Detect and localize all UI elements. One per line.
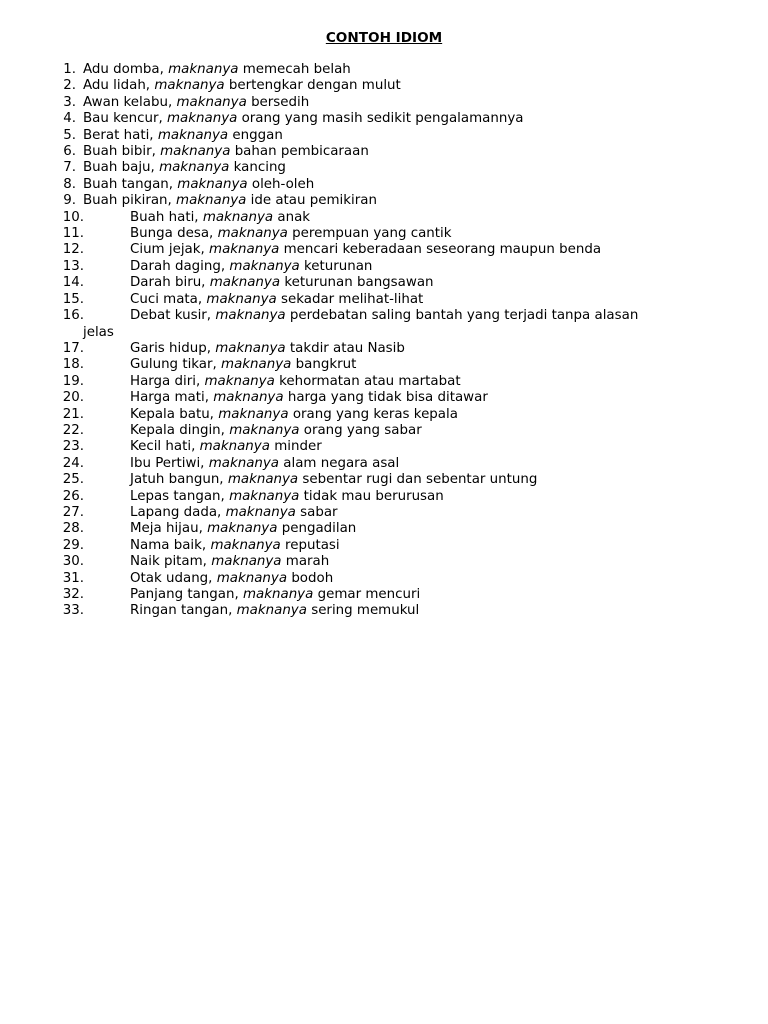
item-number: 11. xyxy=(62,226,84,242)
list-item xyxy=(0,554,768,570)
connector-word: maknanya xyxy=(215,340,286,356)
item-number: 17. xyxy=(62,340,84,356)
item-text xyxy=(83,128,768,144)
list-item xyxy=(0,292,768,308)
connector-word: maknanya xyxy=(208,455,280,471)
connector-word: maknanya xyxy=(168,62,239,77)
list-item xyxy=(0,505,768,521)
list-item xyxy=(0,456,768,472)
idiom-meaning: kancing xyxy=(233,160,286,176)
idiom-term: Berat hati, xyxy=(83,127,154,143)
idiom-term: Bau kencur, xyxy=(83,111,163,127)
connector-word: maknanya xyxy=(207,521,278,537)
item-text xyxy=(130,341,768,357)
list-item xyxy=(0,308,768,341)
list-item xyxy=(0,439,768,455)
connector-word: maknanya xyxy=(176,193,247,209)
item-text xyxy=(83,177,768,193)
idiom-meaning: enggan xyxy=(232,127,283,143)
idiom-list xyxy=(0,62,768,620)
item-number: 21. xyxy=(62,406,84,422)
item-text xyxy=(130,390,768,406)
item-text xyxy=(130,210,768,226)
idiom-meaning: ide atau pemikiran xyxy=(250,193,377,209)
idiom-meaning: orang yang keras kepala xyxy=(292,406,458,422)
item-text xyxy=(83,62,768,78)
idiom-term: Garis hidup, xyxy=(130,340,211,356)
idiom-meaning: sabar xyxy=(300,504,338,520)
list-item xyxy=(0,489,768,505)
item-number: 31. xyxy=(62,570,84,586)
idiom-term: Ibu Pertiwi, xyxy=(130,455,205,471)
idiom-term: Jatuh bangun, xyxy=(130,472,224,488)
item-number: 23. xyxy=(62,439,84,455)
item-text xyxy=(130,472,768,488)
item-number: 20. xyxy=(62,390,84,406)
idiom-meaning: minder xyxy=(274,439,322,455)
connector-word: maknanya xyxy=(176,94,247,110)
item-text xyxy=(130,554,768,570)
list-item xyxy=(0,275,768,291)
connector-word: maknanya xyxy=(216,570,288,586)
idiom-term: Bunga desa, xyxy=(130,226,214,242)
item-number: 9. xyxy=(63,193,76,209)
idiom-meaning: orang yang sabar xyxy=(303,422,422,438)
item-number: 33. xyxy=(62,603,84,619)
item-number: 22. xyxy=(62,422,84,438)
list-item xyxy=(0,144,768,160)
idiom-term: Ringan tangan, xyxy=(130,603,233,619)
item-number: 13. xyxy=(62,258,84,274)
idiom-term: Naik pitam, xyxy=(130,554,207,570)
item-text xyxy=(130,505,768,521)
idiom-meaning: perempuan yang cantik xyxy=(292,226,452,242)
connector-word: maknanya xyxy=(160,144,231,160)
list-item xyxy=(0,603,768,619)
list-item xyxy=(0,95,768,111)
connector-word: maknanya xyxy=(213,390,284,406)
list-item xyxy=(0,193,768,209)
item-text xyxy=(130,521,768,537)
item-text xyxy=(130,407,768,423)
idiom-term: Darah biru, xyxy=(130,275,206,291)
item-number: 12. xyxy=(62,242,84,258)
idiom-meaning: bodoh xyxy=(291,570,334,586)
list-item xyxy=(0,407,768,423)
idiom-term: Lapang dada, xyxy=(130,504,222,520)
idiom-term: Buah bibir, xyxy=(83,144,156,160)
idiom-meaning: orang yang masih sedikit pengalamannya xyxy=(241,111,524,127)
idiom-meaning: memecah belah xyxy=(242,62,351,77)
idiom-meaning: sebentar rugi dan sebentar untung xyxy=(302,472,538,488)
idiom-term: Harga mati, xyxy=(130,390,209,406)
connector-word: maknanya xyxy=(221,357,292,373)
idiom-term: Cium jejak, xyxy=(130,242,205,258)
list-item xyxy=(0,210,768,226)
connector-word: maknanya xyxy=(154,78,225,94)
idiom-term: Kecil hati, xyxy=(130,439,196,455)
item-text xyxy=(130,456,768,472)
list-item xyxy=(0,78,768,94)
idiom-meaning: bersedih xyxy=(251,94,310,110)
item-number: 29. xyxy=(62,537,84,553)
idiom-term: Awan kelabu, xyxy=(83,94,173,110)
connector-word: maknanya xyxy=(157,127,229,143)
connector-word: maknanya xyxy=(210,537,281,553)
item-number: 7. xyxy=(63,160,76,176)
list-item xyxy=(0,341,768,357)
connector-word: maknanya xyxy=(218,406,289,422)
idiom-term: Lepas tangan, xyxy=(130,488,225,504)
list-item xyxy=(0,226,768,242)
idiom-term: Kepala batu, xyxy=(130,406,214,422)
idiom-meaning: takdir atau Nasib xyxy=(289,340,405,356)
item-text xyxy=(130,308,720,324)
document-title: CONTOH IDIOM xyxy=(325,30,443,46)
item-number: 15. xyxy=(62,291,84,307)
idiom-term: Darah daging, xyxy=(130,258,226,274)
connector-word: maknanya xyxy=(227,472,299,488)
list-item xyxy=(0,390,768,406)
item-number: 10. xyxy=(62,209,84,225)
idiom-meaning: alam negara asal xyxy=(283,455,400,471)
idiom-meaning: bahan pembicaraan xyxy=(234,144,369,160)
item-number: 30. xyxy=(62,554,84,570)
list-item xyxy=(0,357,768,373)
idiom-meaning-continuation: jelas xyxy=(83,324,114,340)
idiom-meaning: reputasi xyxy=(285,537,340,553)
list-item xyxy=(0,423,768,439)
item-text xyxy=(130,292,768,308)
item-text xyxy=(83,160,768,176)
list-item xyxy=(0,62,768,78)
item-text xyxy=(83,111,768,127)
idiom-term: Buah tangan, xyxy=(83,176,174,192)
connector-word: maknanya xyxy=(215,308,286,324)
idiom-meaning: bertengkar dengan mulut xyxy=(228,78,401,94)
item-number: 32. xyxy=(62,587,84,602)
item-number: 27. xyxy=(62,504,84,520)
item-number: 26. xyxy=(62,488,84,504)
item-text xyxy=(130,374,768,390)
list-item xyxy=(0,587,768,603)
item-text xyxy=(130,242,768,258)
idiom-term: Buah pikiran, xyxy=(83,193,172,209)
item-text xyxy=(130,439,768,455)
item-text xyxy=(130,226,768,242)
item-number: 2. xyxy=(63,78,76,94)
list-item xyxy=(0,259,768,275)
connector-word: maknanya xyxy=(229,258,300,274)
idiom-meaning: pengadilan xyxy=(281,521,357,537)
item-text xyxy=(130,275,768,291)
connector-word: maknanya xyxy=(206,291,277,307)
item-number: 1. xyxy=(63,62,76,77)
item-text xyxy=(130,489,768,505)
item-number: 25. xyxy=(62,472,84,488)
idiom-meaning: keturunan xyxy=(304,258,373,274)
connector-word: maknanya xyxy=(229,488,300,504)
idiom-meaning: marah xyxy=(285,554,330,570)
connector-word: maknanya xyxy=(202,209,274,225)
list-item xyxy=(0,177,768,193)
item-text xyxy=(130,587,768,603)
item-text xyxy=(83,193,768,209)
list-item xyxy=(0,374,768,390)
list-item xyxy=(0,538,768,554)
connector-word: maknanya xyxy=(217,226,288,242)
idiom-term: Buah hati, xyxy=(130,209,199,225)
item-number: 5. xyxy=(63,127,76,143)
list-item xyxy=(0,128,768,144)
item-text xyxy=(83,95,768,111)
idiom-meaning: mencari keberadaan seseorang maupun benda xyxy=(283,242,602,258)
item-text xyxy=(83,144,768,160)
connector-word: maknanya xyxy=(209,275,281,291)
list-item xyxy=(0,111,768,127)
item-number: 24. xyxy=(62,455,84,471)
idiom-term: Cuci mata, xyxy=(130,291,203,307)
item-number: 16. xyxy=(62,308,84,324)
idiom-meaning: oleh-oleh xyxy=(251,176,315,192)
item-text xyxy=(130,603,768,619)
item-text xyxy=(130,538,768,554)
idiom-meaning: sekadar melihat-lihat xyxy=(281,291,424,307)
item-number: 18. xyxy=(62,357,84,373)
idiom-term: Panjang tangan, xyxy=(130,587,239,602)
connector-word: maknanya xyxy=(225,504,296,520)
idiom-meaning: sering memukul xyxy=(311,603,420,619)
item-text xyxy=(83,78,768,94)
item-number: 8. xyxy=(63,176,76,192)
connector-word: maknanya xyxy=(177,176,248,192)
item-text xyxy=(130,259,768,275)
idiom-meaning: kehormatan atau martabat xyxy=(279,373,461,389)
connector-word: maknanya xyxy=(236,603,307,619)
item-text xyxy=(130,357,768,373)
idiom-term: Buah baju, xyxy=(83,160,155,176)
idiom-meaning: gemar mencuri xyxy=(317,587,421,602)
idiom-meaning: perdebatan saling bantah yang terjadi tanpa alasan xyxy=(289,308,639,324)
connector-word: maknanya xyxy=(204,373,275,389)
connector-word: maknanya xyxy=(199,439,270,455)
connector-word: maknanya xyxy=(209,242,280,258)
list-item xyxy=(0,571,768,587)
idiom-term: Adu lidah, xyxy=(83,78,151,94)
idiom-meaning: tidak mau berurusan xyxy=(303,488,444,504)
idiom-term: Gulung tikar, xyxy=(130,357,217,373)
item-number: 3. xyxy=(63,94,76,110)
idiom-term: Harga diri, xyxy=(130,373,201,389)
idiom-term: Debat kusir, xyxy=(130,308,212,324)
connector-word: maknanya xyxy=(167,111,238,127)
list-item xyxy=(0,242,768,258)
idiom-meaning: anak xyxy=(277,209,311,225)
idiom-meaning: bangkrut xyxy=(295,357,357,373)
idiom-term: Nama baik, xyxy=(130,537,207,553)
item-number: 14. xyxy=(62,275,84,291)
item-text xyxy=(130,571,768,587)
item-number: 28. xyxy=(62,521,84,537)
item-number: 19. xyxy=(62,373,84,389)
item-text xyxy=(130,423,768,439)
idiom-meaning: keturunan bangsawan xyxy=(284,275,434,291)
connector-word: maknanya xyxy=(243,587,314,602)
item-number: 4. xyxy=(63,111,76,127)
idiom-term: Adu domba, xyxy=(83,62,164,77)
idiom-meaning: harga yang tidak bisa ditawar xyxy=(287,390,488,406)
list-item xyxy=(0,521,768,537)
connector-word: maknanya xyxy=(159,160,230,176)
connector-word: maknanya xyxy=(211,554,282,570)
idiom-term: Meja hijau, xyxy=(130,521,203,537)
list-item xyxy=(0,472,768,488)
idiom-term: Otak udang, xyxy=(130,570,213,586)
idiom-term: Kepala dingin, xyxy=(130,422,225,438)
list-item xyxy=(0,160,768,176)
connector-word: maknanya xyxy=(229,422,300,438)
item-number: 6. xyxy=(63,144,76,160)
